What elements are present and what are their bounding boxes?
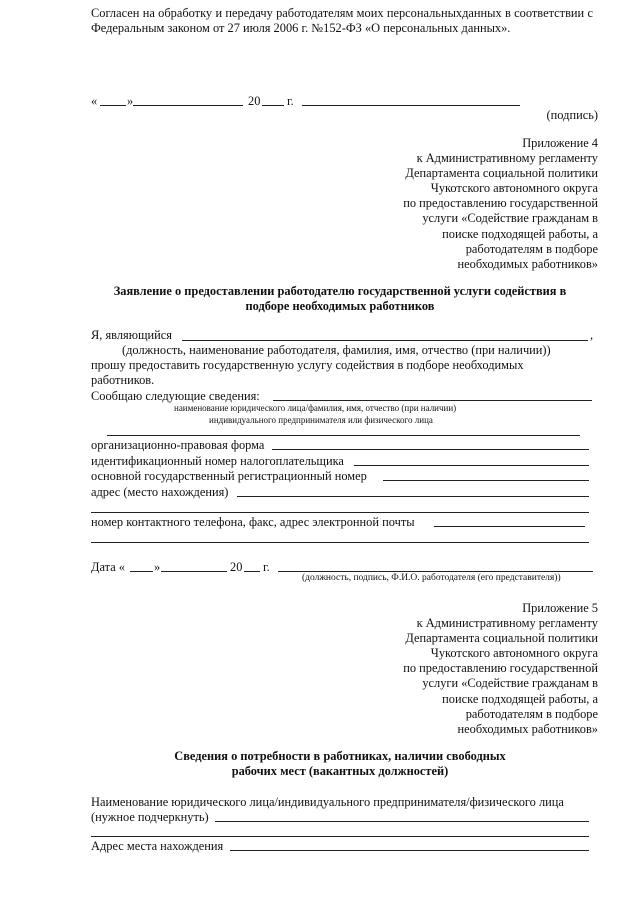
needs-address-label: Адрес места нахождения [91, 839, 224, 853]
application-signature-caption: (должность, подпись, Ф.И.О. работодателя (его представителя)) [302, 573, 561, 583]
consent-signature-blank[interactable] [302, 105, 520, 106]
appendix5-line: Департамента социальной политики [405, 631, 598, 646]
appendix5-line: необходимых работников» [457, 721, 598, 736]
needs-title-line: рабочих мест (вакантных должностей) [231, 764, 449, 778]
contacts-blank[interactable] [434, 526, 585, 527]
field-label-inn: идентификационный номер налогоплательщика [91, 454, 344, 468]
application-title-line: подборе необходимых работников [245, 299, 435, 313]
appendix5-header [403, 601, 598, 737]
appendix5-line: работодателям в подборе [465, 706, 598, 721]
appendix4-line: работодателям в подборе [465, 241, 598, 256]
comma: , [590, 328, 594, 342]
application-date-close-quote: » [154, 560, 161, 574]
appendix5-line: по предоставлению государственной [403, 661, 598, 676]
entity-name-blank[interactable] [273, 400, 592, 401]
needs-title [60, 749, 620, 779]
request-text-line2: работников. [91, 373, 155, 387]
needs-entity-blank-2[interactable] [91, 836, 589, 837]
consent-date-close-quote: » [127, 94, 134, 108]
consent-date-open-quote: « [91, 94, 98, 108]
application-year-blank[interactable] [244, 571, 260, 572]
consent-day-blank[interactable] [100, 105, 126, 106]
application-title-line: Заявление о предоставлении работодателю государственной услуги содействия в [113, 284, 567, 298]
ogrn-blank[interactable] [383, 480, 589, 481]
application-date-label: Дата « [91, 560, 125, 574]
application-title [60, 284, 620, 314]
appendix4-line: к Административному регламенту [416, 151, 598, 166]
application-date-year: 20 [230, 560, 243, 574]
appendix4-line: поиске подходящей работы, а [442, 226, 598, 241]
appendix5-line: Чукотского автономного округа [430, 646, 598, 661]
appendix5-line: Приложение 5 [522, 601, 598, 615]
entity-extra-blank[interactable] [107, 435, 580, 436]
consent-signature-label: (подпись) [546, 108, 598, 122]
inform-label: Сообщаю следующие сведения: [91, 389, 260, 403]
application-day-blank[interactable] [130, 571, 153, 572]
position-blank[interactable] [182, 340, 588, 341]
appendix5-line: к Административному регламенту [416, 616, 598, 631]
inn-blank[interactable] [354, 465, 589, 466]
appendix4-line: Чукотского автономного округа [430, 181, 598, 196]
application-month-blank[interactable] [161, 571, 227, 572]
consent-month-blank[interactable] [133, 105, 243, 106]
appendix4-line: необходимых работников» [457, 256, 598, 271]
appendix4-line: по предоставлению государственной [403, 196, 598, 211]
contacts-label: номер контактного телефона, факс, адрес электронной почты [91, 515, 415, 529]
consent-text: Согласен на обработку и передачу работодателям моих персональныхданных в соответствии с Федеральным законом от 27 июля 2006 г. №152-ФЗ «О персональных данных». [91, 6, 593, 35]
contacts-blank-2[interactable] [91, 542, 589, 543]
address-blank-2[interactable] [91, 512, 589, 513]
address-blank[interactable] [237, 496, 589, 497]
appendix4-header [403, 136, 598, 272]
needs-entity-blank[interactable] [215, 821, 589, 822]
needs-entity-label-line2: (нужное подчеркнуть) [91, 810, 209, 824]
legal-form-blank[interactable] [272, 449, 589, 450]
entity-caption-2: индивидуального предпринимателя или физического лица [209, 415, 433, 425]
appendix4-line: услуги «Содействие гражданам в [422, 211, 598, 226]
needs-title-line: Сведения о потребности в работниках, наличии свободных [174, 749, 506, 763]
needs-address-blank[interactable] [230, 850, 589, 851]
field-label-ogrn: основной государственный регистрационный номер [91, 469, 367, 483]
position-caption: (должность, наименование работодателя, фамилия, имя, отчество (при наличии)) [122, 343, 551, 357]
appendix4-line: Приложение 4 [522, 136, 598, 150]
field-label-legal-form: организационно-правовая форма [91, 438, 265, 452]
appendix5-line: услуги «Содействие гражданам в [422, 676, 598, 691]
request-text-line1: прошу предоставить государственную услугу содействия в подборе необходимых [91, 358, 524, 372]
field-label-address: адрес (место нахождения) [91, 485, 229, 499]
appendix5-line: поиске подходящей работы, а [442, 691, 598, 706]
appendix4-line: Департамента социальной политики [405, 166, 598, 181]
entity-caption-1: наименование юридического лица/фамилия, имя, отчество (при наличии) [174, 403, 457, 413]
needs-entity-label-line1: Наименование юридического лица/индивидуального предпринимателя/физического лица [91, 795, 564, 809]
application-date-g: г. [263, 560, 270, 574]
consent-date-g: г. [287, 94, 294, 108]
application-signature-blank[interactable] [278, 571, 593, 572]
consent-year-blank[interactable] [262, 105, 284, 106]
consent-date-year: 20 [248, 94, 261, 108]
i-being-label: Я, являющийся [91, 328, 172, 342]
